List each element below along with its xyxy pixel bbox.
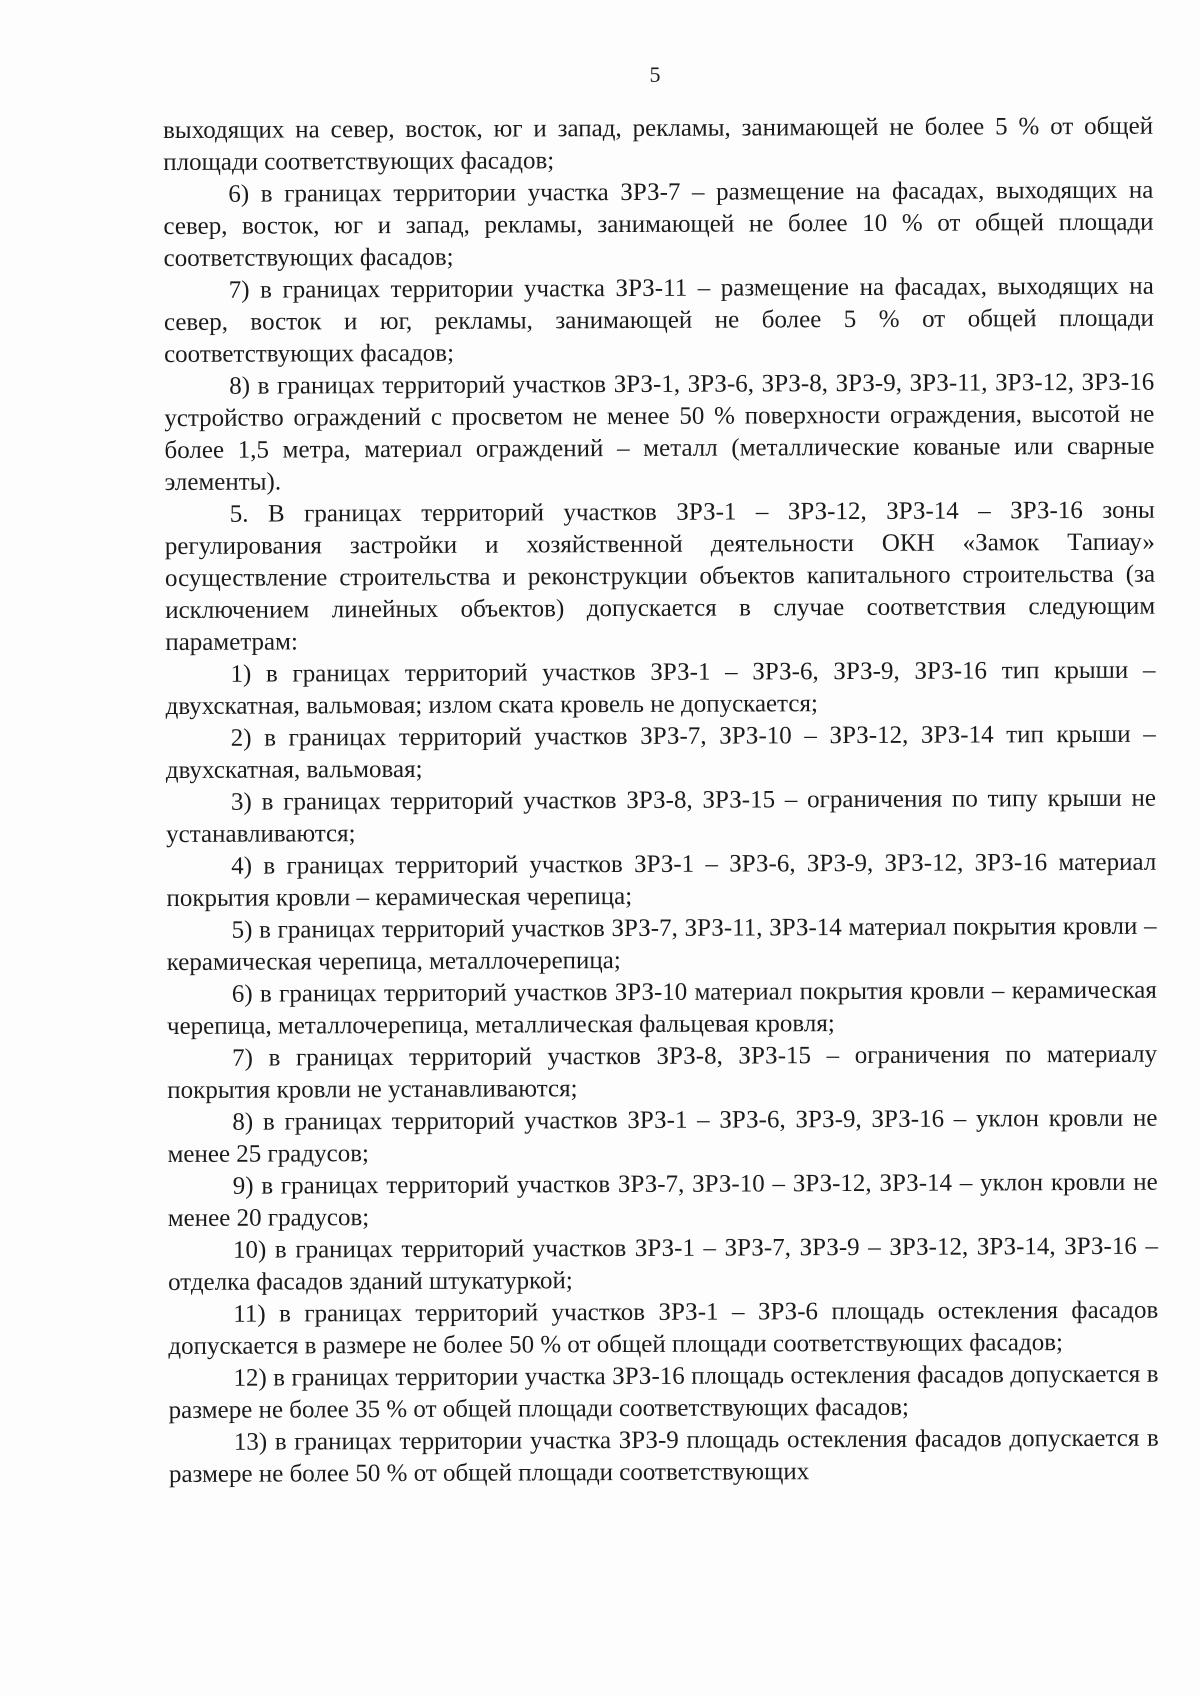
paragraph-item-7-roof-material: 7) в границах территорий участков ЗРЗ-8, ЗРЗ-15 – ограничения по материалу покрытия кровли не устанавливаются; xyxy=(167,1040,1158,1104)
paragraph-item-1-roof-type: 1) в границах территорий участков ЗРЗ-1 – ЗРЗ-6, ЗРЗ-9, ЗРЗ-16 тип крыши – двухскатная, вальмовая; излом ската кровель не допускается; xyxy=(165,656,1156,720)
paragraph-item-3-roof-type: 3) в границах территорий участков ЗРЗ-8, ЗРЗ-15 – ограничения по типу крыши не устанавливаются; xyxy=(166,784,1157,848)
paragraph-item-11-glazing: 11) в границах территорий участков ЗРЗ-1 – ЗРЗ-6 площадь остекления фасадов допускается в размере не более 50 % от общей площади соответствующих фасадов; xyxy=(168,1296,1159,1360)
paragraph-item-2-roof-type: 2) в границах территорий участков ЗРЗ-7, ЗРЗ-10 – ЗРЗ-12, ЗРЗ-14 тип крыши – двухскатная, вальмовая; xyxy=(165,720,1156,784)
paragraph-item-8-fences: 8) в границах территорий участков ЗРЗ-1, ЗРЗ-6, ЗРЗ-8, ЗРЗ-9, ЗРЗ-11, ЗРЗ-12, ЗРЗ-16 устройство ограждений с просветом не менее 50 % поверхности ограждения, высотой не более 1,5 метра, материал ограждений – металл (металлические кованые или сварные элементы). xyxy=(164,368,1155,496)
paragraph-item-9-roof-slope: 9) в границах территорий участков ЗРЗ-7, ЗРЗ-10 – ЗРЗ-12, ЗРЗ-14 – уклон кровли не менее 20 градусов; xyxy=(167,1168,1158,1232)
paragraph-item-6-roof-material: 6) в границах территорий участков ЗРЗ-10 материал покрытия кровли – керамическая черепица, металлочерепица, металлическая фальцевая кровля; xyxy=(166,976,1157,1040)
paragraph-section-5: 5. В границах территорий участков ЗРЗ-1 – ЗРЗ-12, ЗРЗ-14 – ЗРЗ-16 зоны регулирования застройки и хозяйственной деятельности ОКН «Замок Тапиау» осуществление строительства и реконструкции объектов капитального строительства (за исключением линейных объектов) допускается в случае соответствия следующим параметрам: xyxy=(164,496,1156,656)
paragraph-item-4-roof-material: 4) в границах территорий участков ЗРЗ-1 – ЗРЗ-6, ЗРЗ-9, ЗРЗ-12, ЗРЗ-16 материал покрытия кровли – керамическая черепица; xyxy=(166,848,1157,912)
paragraph-item-12-glazing: 12) в границах территории участка ЗРЗ-16 площадь остекления фасадов допускается в размере не более 35 % от общей площади соответствующих фасадов; xyxy=(168,1360,1159,1424)
paragraph-item-5-roof-material: 5) в границах территорий участков ЗРЗ-7, ЗРЗ-11, ЗРЗ-14 материал покрытия кровли – керамическая черепица, металлочерепица; xyxy=(166,912,1157,976)
page-number: 5 xyxy=(649,62,661,87)
paragraph-item-13-glazing: 13) в границах территории участка ЗРЗ-9 площадь остекления фасадов допускается в размере не более 50 % от общей площади соответствующих xyxy=(168,1424,1159,1488)
paragraph-item-7-zrz-11: 7) в границах территории участка ЗРЗ-11 – размещение на фасадах, выходящих на север, восток и юг, рекламы, занимающей не более 5 % от общей площади соответствующих фасадов; xyxy=(163,272,1154,368)
paragraph-continuation: выходящих на север, восток, юг и запад, рекламы, занимающей не более 5 % от общей площади соответствующих фасадов; xyxy=(163,112,1154,176)
paragraph-item-8-roof-slope: 8) в границах территорий участков ЗРЗ-1 – ЗРЗ-6, ЗРЗ-9, ЗРЗ-16 – уклон кровли не менее 25 градусов; xyxy=(167,1104,1158,1168)
paragraph-item-10-plaster: 10) в границах территорий участков ЗРЗ-1 – ЗРЗ-7, ЗРЗ-9 – ЗРЗ-12, ЗРЗ-14, ЗРЗ-16 – отделка фасадов зданий штукатуркой; xyxy=(168,1232,1159,1296)
paragraph-item-6-zrz-7: 6) в границах территории участка ЗРЗ-7 – размещение на фасадах, выходящих на север, восток, юг и запад, рекламы, занимающей не более 10 % от общей площади соответствующих фасадов; xyxy=(163,176,1154,272)
document-body xyxy=(163,111,1159,1491)
